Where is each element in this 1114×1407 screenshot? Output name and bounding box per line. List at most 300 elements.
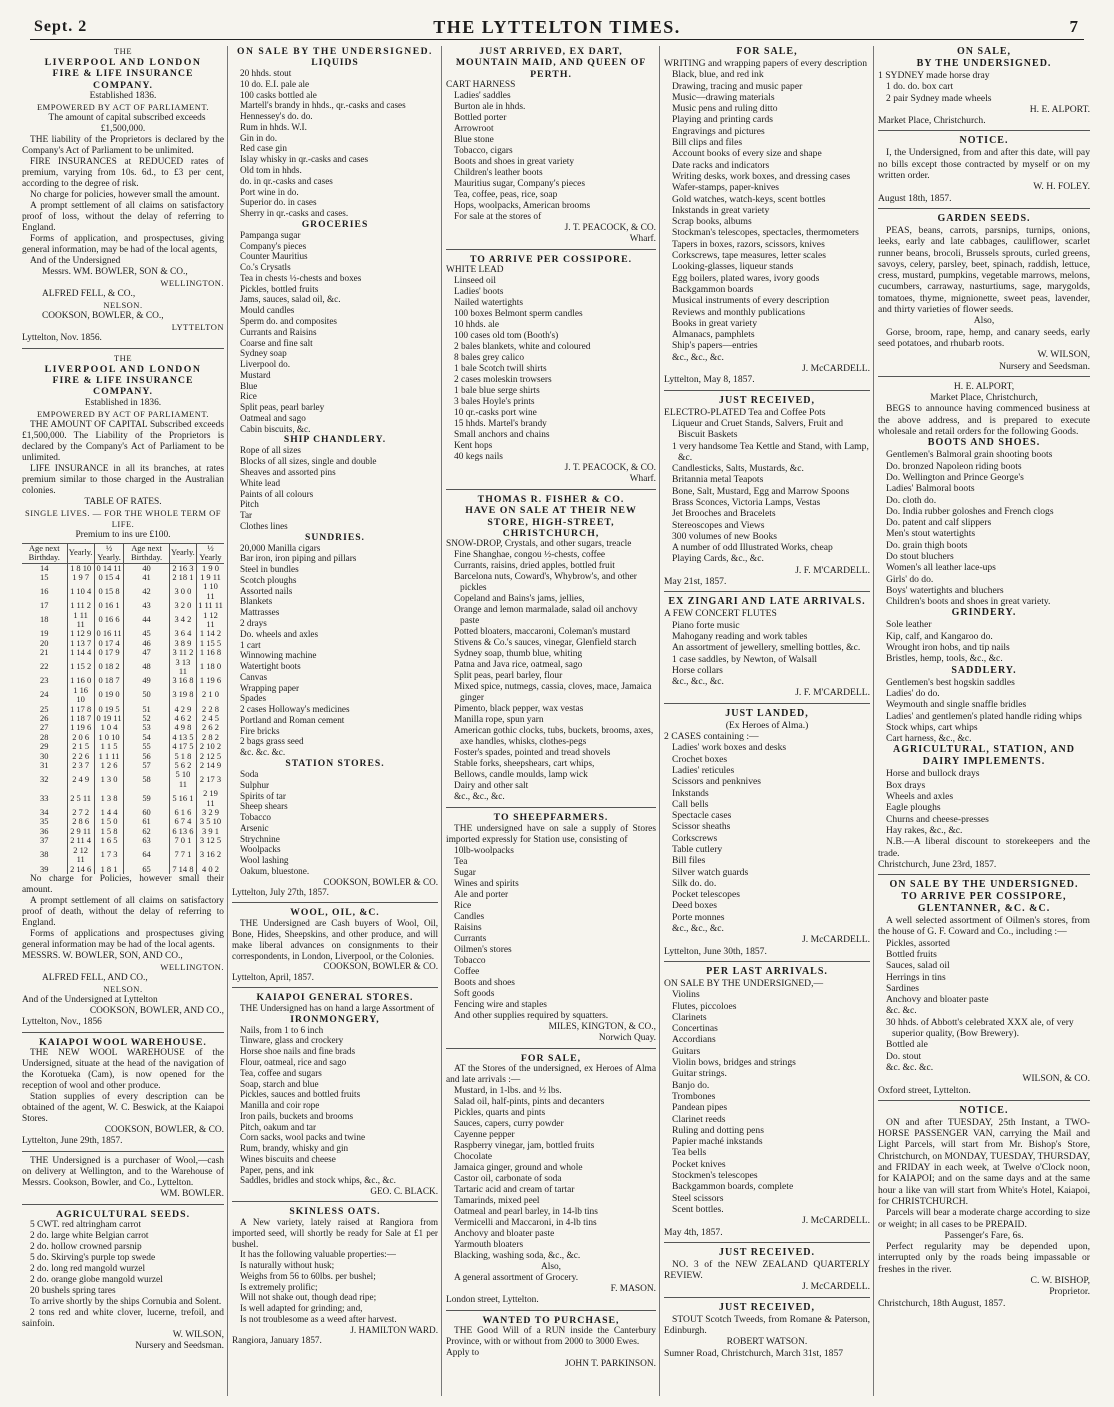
list-item: Ladies' work boxes and desks <box>672 742 787 754</box>
rates-header-cell: ½ Yearly <box>196 543 224 563</box>
rates-row <box>22 658 224 677</box>
ad-heading: FIRE & LIFE INSURANCE COMPANY. <box>52 375 194 398</box>
rates-cell: 1 6 5 <box>94 836 124 845</box>
ad-signature: Proprietor. <box>1049 1286 1090 1298</box>
item-list <box>664 69 870 363</box>
ad-signature: J. T. PEACOCK, & CO. <box>564 222 656 233</box>
list-item: Hops, woolpacks, American brooms <box>454 200 591 211</box>
ad-lead-line: A FEW CONCERT FLUTES <box>664 608 777 620</box>
ad-signature: J. HAMILTON WARD. <box>350 1324 438 1335</box>
rates-cell: 7 7 1 <box>169 846 196 865</box>
list-item: Pocket knives <box>672 1158 726 1170</box>
rates-cell: 1 5 8 <box>94 827 124 836</box>
rates-cell: 14 <box>40 562 49 573</box>
list-item: Silver watch guards <box>672 866 749 878</box>
list-item: Steel in bundles <box>240 564 299 575</box>
rates-cell: 42 <box>124 582 170 601</box>
insurance-ad-fire <box>22 46 224 349</box>
list-item: Counter Mauritius <box>240 251 308 262</box>
ad-paragraph: Forms of application, and prospectuses, giving general information, may be had of the local agents, <box>22 233 224 255</box>
ad-text: SINGLE LIVES. — FOR THE WHOLE TERM OF LIFE. <box>24 507 222 529</box>
ad-signature: JOHN T. PARKINSON. <box>565 1359 656 1370</box>
ad-heading: FIRE & LIFE INSURANCE COMPANY. <box>52 68 194 91</box>
list-item: Scissor sheaths <box>672 821 731 833</box>
bishop-notice-ad <box>878 1105 1090 1313</box>
ad-heading: LIVERPOOL AND LONDON <box>44 363 202 375</box>
rates-cell: 0 16 1 <box>94 601 124 610</box>
item-list <box>878 768 1090 836</box>
list-item: &c. &c. &c. <box>886 1061 934 1073</box>
ad-heading: WOOL, OIL, &C. <box>290 907 380 919</box>
list-item: 20,000 Manilla cigars <box>240 542 321 553</box>
ad-heading: JUST RECEIVED. <box>718 1246 816 1258</box>
rates-cell: 2 2 8 <box>196 705 224 714</box>
list-item: Tea, coffee, peas, rice, soap <box>454 189 558 200</box>
rates-cell: 4 17 5 <box>169 742 196 751</box>
list-item: Salad oil, half-pints, pints and decanters <box>454 1096 605 1107</box>
ad-date: Oxford street, Lyttelton. <box>878 1084 971 1096</box>
insurance-ad-life <box>22 353 224 1033</box>
ad-paragraph: A well selected assortment of Oilmen's stores, from the house of G. F. Coward and Co., including :— <box>878 915 1090 938</box>
list-item: 1 do. do. box cart <box>886 81 954 93</box>
list-item: Wafer-stamps, paper-knives <box>672 182 779 194</box>
ad-date: London street, Lyttelton. <box>446 1294 539 1305</box>
list-item: Boots and shoes in great variety <box>454 156 575 167</box>
section-heading: STATION STORES. <box>285 757 385 769</box>
item-list <box>232 68 438 219</box>
rates-cell: 1 4 4 <box>94 808 124 817</box>
newspaper-title: THE LYTTELTON TIMES. <box>433 17 681 37</box>
list-item: Musical instruments of every description <box>672 295 830 307</box>
zingari-ad <box>664 596 870 703</box>
ad-paragraph: Gorse, broom, rape, hemp, and canary seeds, early seed potatoes, and rhubarb roots. <box>878 326 1090 349</box>
list-item: Violin bows, bridges and strings <box>672 1057 796 1069</box>
agent-town: WELLINGTON. <box>160 277 224 288</box>
ad-signature: MILES, KINGTON, & CO., <box>548 1021 656 1032</box>
rates-cell: 4 6 2 <box>169 714 196 723</box>
ad-date: May 21st, 1857. <box>664 576 727 588</box>
ad-paragraph: BEGS to announce having commenced business at the above address, and is prepared to execute wholesale and retail orders for the following Goods. <box>878 403 1090 438</box>
list-item: Strychnine <box>240 833 280 844</box>
list-item: &c., &c., &c. <box>672 923 724 935</box>
rates-cell: 2 1 5 <box>67 742 94 751</box>
rates-cell: 2 6 2 <box>196 723 224 732</box>
list-item: Pimento, black pepper, wax vestas <box>454 704 584 715</box>
list-item: Call bells <box>672 798 709 810</box>
list-item: Oilmen's stores <box>454 944 512 955</box>
list-item: Nails, from 1 to 6 inch <box>240 1024 324 1035</box>
rates-cell: 0 14 11 <box>94 563 124 573</box>
rates-row <box>22 789 224 808</box>
list-item: Guitars <box>672 1045 701 1057</box>
list-item: 2 drays <box>240 617 267 628</box>
ad-paragraph: No charge for Policies, however small their amount. <box>22 873 224 895</box>
stationery-ad <box>664 46 870 391</box>
section-heading: IRONMONGERY, <box>290 1013 380 1025</box>
rates-cell: 27 <box>40 722 49 733</box>
list-item: Tea <box>454 856 468 867</box>
list-item: Inkstands <box>672 787 709 799</box>
list-item: Spirits of tar <box>240 790 286 801</box>
rates-cell: 33 <box>40 792 49 803</box>
list-item: Hay rakes, &c., &c. <box>886 824 963 836</box>
rates-cell: 2 9 11 <box>67 827 94 836</box>
rates-cell: 45 <box>124 629 170 638</box>
ad-paragraph: It has the following valuable properties:— <box>240 1249 396 1260</box>
list-item: Pickles, sauces and bottled fruits <box>240 1089 361 1100</box>
agent-name: COOKSON, BOWLER, & CO., <box>42 310 164 321</box>
ad-heading: Market Place, Christchurch, <box>930 392 1038 404</box>
rates-cell: 3 2 9 <box>196 808 224 817</box>
list-item: Do. patent and calf slippers <box>886 517 992 529</box>
rates-cell: 2 1 0 <box>196 686 224 705</box>
rates-cell: 44 <box>124 611 170 630</box>
list-item: Manilla and coir rope <box>240 1100 320 1111</box>
list-item: Boys' watertights and bluchers <box>886 584 1004 596</box>
list-item: Sheep shears <box>240 801 288 812</box>
alport-shop-ad <box>878 381 1090 875</box>
list-item: Sulphur <box>240 779 270 790</box>
rates-cell: 4 2 9 <box>169 705 196 714</box>
rates-cell: 59 <box>124 789 170 808</box>
list-item: Blacking, washing soda, &c., &c. <box>454 1250 581 1261</box>
ad-heading: NOTICE. <box>959 1104 1009 1116</box>
rates-cell: 1 18 0 <box>196 658 224 677</box>
list-item: Is extremely prolific; <box>240 1281 318 1292</box>
rates-row <box>22 676 224 685</box>
rates-cell: 3 2 0 <box>169 601 196 610</box>
rates-cell: 2 3 7 <box>67 761 94 770</box>
agent-name: COOKSON, BOWLER, AND CO., <box>89 1005 224 1016</box>
ad-signature: J. F. M'CARDELL. <box>795 687 870 699</box>
list-item: Stivens & Co.'s sauces, vinegar, Glenfield starch <box>454 638 637 649</box>
rates-row <box>22 770 224 789</box>
rates-cell: 7 14 8 <box>169 865 196 874</box>
rates-cell: 21 <box>40 647 49 658</box>
item-list <box>664 742 870 934</box>
rates-cell: 2 0 6 <box>67 733 94 742</box>
list-item: Gin in do. <box>240 132 278 143</box>
list-item: Britannia metal Teapots <box>672 474 764 486</box>
rates-cell: 1 18 7 <box>67 714 94 723</box>
item-list <box>878 677 1090 745</box>
rates-cell: 17 <box>40 600 49 611</box>
column-4 <box>664 46 870 1396</box>
list-item: Fire bricks <box>240 725 280 736</box>
list-item: Engravings and pictures <box>672 125 765 137</box>
alport-sale-ad <box>878 46 1090 131</box>
list-item: Kent hops <box>454 441 493 452</box>
list-item: Men's stout watertights <box>886 528 976 540</box>
list-item: Looking-glasses, liqueur stands <box>672 261 794 273</box>
rates-cell: 29 <box>40 741 49 752</box>
ad-signature: W. WILSON, <box>1037 349 1090 361</box>
last-arrivals-ad <box>664 966 870 1243</box>
item-list <box>232 1025 438 1186</box>
ad-signature: COOKSON, BOWLER & CO. <box>323 961 438 972</box>
rates-cell: 4 9 8 <box>169 723 196 732</box>
ad-signature: ROBERT WATSON. <box>726 1336 808 1348</box>
rates-cell: 38 <box>40 849 49 860</box>
rates-cell: 2 7 2 <box>67 808 94 817</box>
rates-cell: 1 19 6 <box>196 676 224 685</box>
list-item: Do. bronzed Napoleon riding boots <box>886 460 1022 472</box>
list-item: Backgammon boards <box>672 283 754 295</box>
section-heading: LIQUIDS <box>311 57 359 69</box>
heroes-sale-ad <box>446 1053 656 1311</box>
list-item: 300 volumes of new Books <box>672 530 777 542</box>
list-item: 2 do. orange globe mangold wurzel <box>30 1275 163 1286</box>
rates-cell: 1 11 11 <box>198 600 223 611</box>
list-item: Jet Brooches and Bracelets <box>672 508 776 520</box>
ad-paragraph: THE liability of the Proprietors is declared by the Company's Act of Parliament to be unlimited. <box>22 134 224 156</box>
list-item: Ladies' do do. <box>886 687 940 699</box>
rates-cell: 40 <box>124 563 170 573</box>
list-item: 100 boxes Belmont sperm candles <box>454 309 583 320</box>
list-item: Stockman's telescopes, spectacles, thermometers <box>672 227 859 239</box>
list-item: 20 bushels spring tares <box>30 1286 116 1297</box>
rates-cell: 3 5 10 <box>196 817 224 826</box>
rates-cell: 18 <box>40 614 49 625</box>
list-item: Martell's brandy in hhds., qr.-casks and cases <box>240 100 406 111</box>
rates-cell: 2 8 2 <box>196 733 224 742</box>
ad-heading: JUST RECEIVED, <box>718 394 816 406</box>
list-item: Burton ale in hhds. <box>454 101 526 112</box>
list-item: 1 case saddles, by Newton, of Walsall <box>672 653 818 665</box>
list-item: Sydney soap, thumb blue, whiting <box>454 649 583 660</box>
list-item: Sherry in qr.-casks and cases. <box>240 208 349 219</box>
list-item: Clarinet reeds <box>672 1113 726 1125</box>
ad-lead-line: 1 SYDNEY made horse dray <box>878 70 990 81</box>
rates-cell: 0 16 11 <box>94 629 124 638</box>
list-item: Pandean pipes <box>672 1102 728 1114</box>
list-item: Nailed watertights <box>454 298 523 309</box>
list-item: Ladies' reticules <box>672 764 735 776</box>
fisher-ad <box>446 494 656 808</box>
item-list <box>446 550 656 803</box>
list-item: Do. Wellington and Prince George's <box>886 471 1024 483</box>
list-item: Paints of all colours <box>240 488 314 499</box>
ad-signature: GEO. C. BLACK. <box>370 1186 438 1197</box>
rates-cell: 43 <box>124 601 170 610</box>
list-item: Women's all leather lace-ups <box>886 562 996 574</box>
list-item: Sole leather <box>886 619 932 631</box>
glentanner-ad <box>878 879 1090 1101</box>
ad-heading: HAVE ON SALE AT THEIR NEW STORE, HIGH-STREET, CHRISTCHURCH, <box>465 505 637 539</box>
list-item: Will not shake out, though dead ripe; <box>240 1292 377 1303</box>
list-item: Spectacle cases <box>672 810 732 822</box>
ad-paragraph: A New variety, lately raised at Rangiora from imported seed, will shortly be ready for Sale at £1 per bushel. <box>232 1216 438 1249</box>
ad-date: May 4th, 1857. <box>664 1226 723 1238</box>
ad-lead-line: ELECTRO-PLATED Tea and Coffee Pots <box>664 406 826 418</box>
rates-header-cell: Yearly. <box>169 543 196 563</box>
rates-cell: 4 13 5 <box>169 733 196 742</box>
list-item: Company's pieces <box>240 240 307 251</box>
ad-heading: JUST LANDED, <box>725 707 809 719</box>
list-item: 10lb-woolpacks <box>454 845 514 856</box>
ad-paragraph: I, the Undersigned, from and after this date, will pay no bills except those contracted by myself or on my written order. <box>878 147 1090 182</box>
list-item: Wrought iron hobs, and tip nails <box>886 642 1010 654</box>
item-list <box>446 1086 656 1262</box>
list-item: Corkscrews <box>672 832 718 844</box>
ad-paragraph: LIFE INSURANCE in all its branches, at rates premium similar to those charged in the Australian colonies. <box>22 463 224 496</box>
item-list <box>664 418 870 565</box>
rates-cell: 1 14 2 <box>196 629 224 638</box>
issue-date: Sept. 2 <box>34 18 88 35</box>
list-item: Paper, pens, and ink <box>240 1164 314 1175</box>
ad-paragraph: THE undersigned have on sale a supply of Stores imported expressly for Station use, consisting of <box>446 823 656 845</box>
ad-text: Premium to ins ure £100. <box>75 529 171 540</box>
list-item: Mahogany reading and work tables <box>672 630 808 642</box>
list-item: Split peas, pearl barley <box>240 402 325 413</box>
rates-cell: 5 1 8 <box>169 752 196 761</box>
list-item: Music pens and ruling ditto <box>672 103 778 115</box>
rates-row <box>22 714 224 723</box>
item-list <box>878 938 1090 1074</box>
ad-heading: JUST ARRIVED, EX DART, <box>479 46 623 57</box>
ad-heading: EX ZINGARI AND LATE ARRIVALS. <box>668 596 866 608</box>
list-item: Watertight boots <box>240 661 301 672</box>
ad-text: Also, <box>973 315 995 327</box>
ad-heading: FOR SALE, <box>736 46 798 57</box>
ad-lead-line: CART HARNESS <box>446 79 516 90</box>
agricultural-seeds-ad <box>22 1209 224 1356</box>
ad-signature: J. F. M'CARDELL. <box>795 564 870 576</box>
rates-cell: 3 19 8 <box>169 686 196 705</box>
item-list <box>878 449 1090 607</box>
list-item: Do. cloth do. <box>886 494 937 506</box>
rates-cell: 3 0 0 <box>169 582 196 601</box>
foley-notice-ad <box>878 135 1090 208</box>
garden-seeds-ad <box>878 213 1090 377</box>
rates-cell: 51 <box>124 705 170 714</box>
ad-heading: ON SALE BY THE UNDERSIGNED. <box>889 879 1079 891</box>
item-list <box>232 1260 438 1325</box>
list-item: Tea, coffee and sugars <box>240 1067 322 1078</box>
rates-cell: 1 8 1 <box>94 865 124 874</box>
ad-paragraph: THE NEW WOOL WAREHOUSE of the Undersigned, situate at the head of the navigation of the Korotueka (Cam), is now opened for the reception of wool and other produce. <box>22 1048 224 1092</box>
list-item: Pitch <box>240 499 259 510</box>
list-item: White lead <box>240 477 281 488</box>
rates-cell: 1 15 2 <box>67 658 94 677</box>
rates-cell: 54 <box>124 733 170 742</box>
rates-table <box>22 543 224 874</box>
list-item: Deed boxes <box>672 900 718 912</box>
agent-name: MESSRS. W. BOWLER, SON, AND CO., <box>22 950 183 961</box>
list-item: Corn sacks, wool packs and twine <box>240 1132 366 1143</box>
list-item: Brass Sconces, Victoria Lamps, Vestas <box>672 496 821 508</box>
ad-lead-line: 2 CASES containing :— <box>664 731 759 743</box>
rates-row <box>22 836 224 845</box>
rates-cell: 2 12 11 <box>67 846 94 865</box>
list-item: Fine Shanghae, congou ½-chests, coffee <box>454 550 606 561</box>
list-item: Flour, oatmeal, rice and sago <box>240 1056 347 1067</box>
ad-signature: W. WILSON, <box>172 1330 224 1341</box>
list-item: Anchovy and bloater paste <box>454 1228 555 1239</box>
rates-cell: 24 <box>40 689 49 700</box>
list-item: Foster's spades, pointed and tread shovels <box>454 748 611 759</box>
list-item: 100 casks bottled ale <box>240 89 317 100</box>
ad-paragraph: A general assortment of Grocery. <box>454 1272 579 1283</box>
list-item: Wool lashing <box>240 855 289 866</box>
rates-header-cell: Yearly. <box>67 543 94 563</box>
list-item: Bottled ale <box>886 1039 928 1051</box>
list-item: Drawing, tracing and music paper <box>672 80 803 92</box>
rates-cell: 63 <box>124 836 170 845</box>
list-item: Porte monnes <box>672 911 725 923</box>
ad-heading: NOTICE. <box>959 135 1009 147</box>
list-item: 15 hhds. Martel's brandy <box>454 419 547 430</box>
ad-date: Christchurch, 18th August, 1857. <box>878 1297 1006 1309</box>
list-item: Books in great variety <box>672 317 757 329</box>
rates-cell: 35 <box>40 816 49 827</box>
ad-date: Lyttelton, June 29th, 1857. <box>22 1136 123 1147</box>
rates-cell: 1 3 8 <box>94 789 124 808</box>
rates-cell: 2 14 6 <box>67 865 94 874</box>
list-item: Do. stout <box>886 1050 922 1062</box>
rates-cell: 6 7 4 <box>169 817 196 826</box>
list-item: Ship's papers—entries <box>672 340 758 352</box>
list-item: Mattrasses <box>240 607 280 618</box>
rates-cell: 2 5 11 <box>67 789 94 808</box>
ad-heading: TO ARRIVE PER COSSIPORE, <box>901 891 1067 903</box>
list-item: Weighs from 56 to 60lbs. per bushel; <box>240 1270 376 1281</box>
list-item: 5 CWT. red altringham carrot <box>30 1220 141 1231</box>
rates-cell: 0 15 8 <box>94 582 124 601</box>
rates-cell: 2 14 9 <box>196 761 224 770</box>
list-item: Cabin biscuits, &c. <box>240 423 311 434</box>
list-item: Rum, brandy, whisky and gin <box>240 1143 349 1154</box>
ad-paragraph: For sale at the stores of <box>454 211 542 222</box>
rates-cell: 5 6 2 <box>169 761 196 770</box>
list-item: Eagle ploughs <box>886 802 941 814</box>
rates-cell: 0 17 4 <box>94 639 124 648</box>
list-item: &c., &c., &c. <box>672 676 724 688</box>
list-item: Girls' do do. <box>886 573 934 585</box>
ad-text: Established in 1836. <box>84 397 162 408</box>
ad-paragraph: Forms of applications and prospectuses giving general information may be had of the local agents. <box>22 928 224 950</box>
list-item: Soda <box>240 768 259 779</box>
ad-paragraph: A prompt settlement of all claims on satisfactory proof of loss, without the delay of referring to England. <box>22 200 224 233</box>
list-item: Old tom in hhds. <box>240 164 302 175</box>
list-item: Blocks of all sizes, single and double <box>240 456 377 467</box>
ad-date: Lyttelton, May 8, 1857. <box>664 374 755 386</box>
section-heading: AGRICULTURAL, STATION, AND DAIRY IMPLEMENTS. <box>893 744 1075 768</box>
list-item: Liverpool do. <box>240 359 291 370</box>
rates-cell: 3 16 8 <box>169 676 196 685</box>
item-list <box>446 846 656 1011</box>
list-item: Winnowing machine <box>240 650 317 661</box>
list-item: 2 cases Holloway's medicines <box>240 704 350 715</box>
rates-row <box>22 582 224 601</box>
rates-cell: 4 0 2 <box>196 865 224 874</box>
ad-heading: JUST RECEIVED, <box>718 1301 816 1313</box>
list-item: Currants <box>454 933 487 944</box>
list-item: Blankets <box>240 596 273 607</box>
list-item: A number of odd Illustrated Works, cheap <box>672 542 833 554</box>
list-item: Tapers in boxes, razors, scissors, knives <box>672 238 825 250</box>
list-item: Stockmen's telescopes <box>672 1170 758 1182</box>
rates-cell: 3 8 9 <box>169 639 196 648</box>
ad-heading: ON SALE, <box>956 46 1012 57</box>
list-item: Wines biscuits and cheese <box>240 1153 336 1164</box>
list-item: Scotch ploughs <box>240 574 297 585</box>
list-item: Do. grain thigh boots <box>886 539 968 551</box>
ad-signature: J. McCARDELL. <box>802 934 870 946</box>
ad-heading: GLENTANNER, &C. &C. <box>917 903 1051 915</box>
ad-heading: H. E. ALPORT, <box>953 380 1015 392</box>
list-item: Coffee <box>454 966 480 977</box>
